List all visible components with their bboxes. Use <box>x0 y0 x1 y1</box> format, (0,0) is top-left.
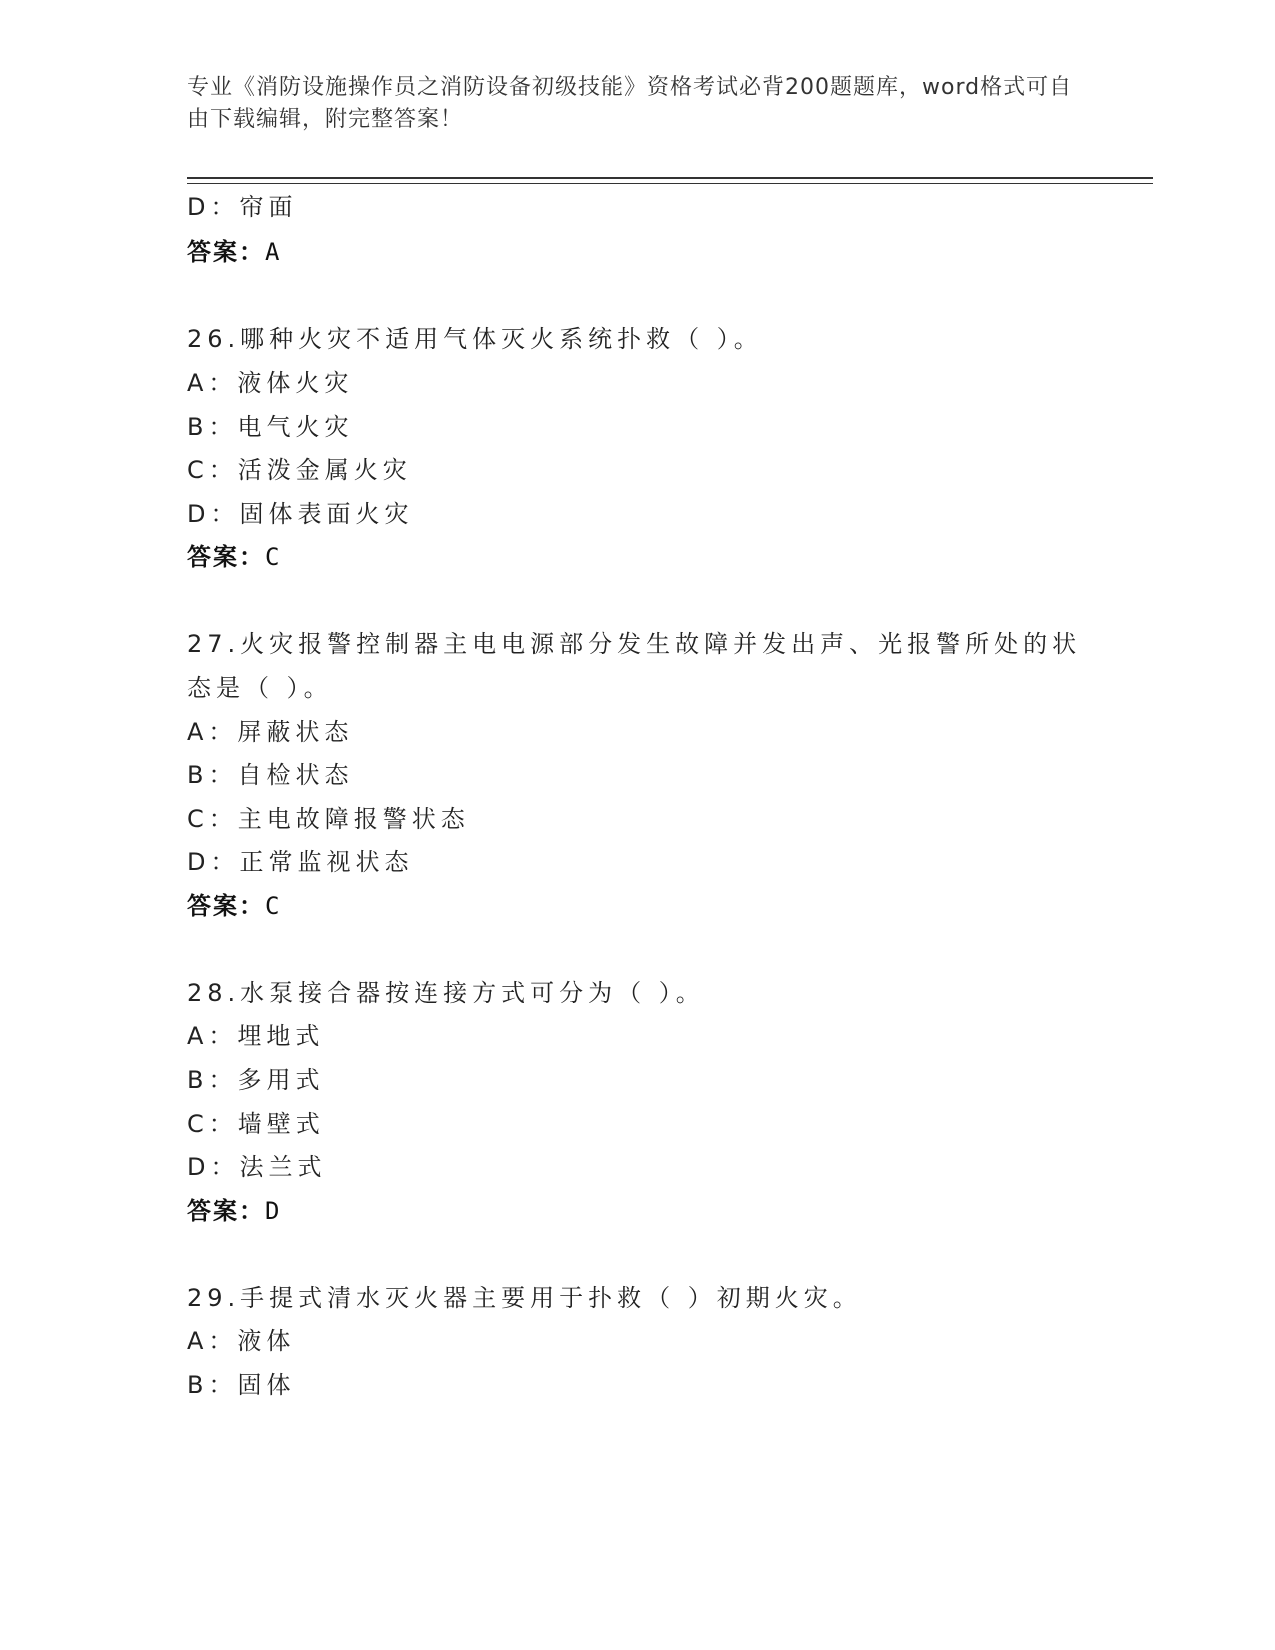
question-27-option-c: C：主电故障报警状态 <box>187 805 470 833</box>
question-29-option-a: A：液体 <box>187 1327 296 1355</box>
answer-label: 答案： <box>187 892 265 920</box>
question-29-stem: 29.手提式清水灭火器主要用于扑救（ ）初期火灾。 <box>187 1284 862 1312</box>
question-26-option-b: B：电气火灾 <box>187 413 354 441</box>
header-divider-bottom <box>187 183 1153 184</box>
question-26-option-a: A：液体火灾 <box>187 369 354 397</box>
prev-option-d: D：帘面 <box>187 193 298 221</box>
question-26-stem: 26.哪种火灾不适用气体灭火系统扑救（ ）。 <box>187 325 763 353</box>
prev-answer <box>187 236 281 268</box>
header-divider-top <box>187 177 1153 179</box>
question-28-option-a: A：埋地式 <box>187 1022 325 1050</box>
question-27-stem-line2: 态是（ ）。 <box>187 674 333 702</box>
answer-label: 答案： <box>187 1197 265 1225</box>
question-26-option-c: C：活泼金属火灾 <box>187 456 412 484</box>
question-28-option-d: D：法兰式 <box>187 1153 327 1181</box>
question-28-stem: 28.水泵接合器按连接方式可分为（ ）。 <box>187 979 705 1007</box>
document-header: 专业《消防设施操作员之消防设备初级技能》资格考试必背200题题库，word格式可自由下载编辑，附完整答案！ <box>187 75 1073 132</box>
question-27-answer <box>187 890 281 922</box>
answer-label: 答案： <box>187 543 265 571</box>
question-27-option-d: D：正常监视状态 <box>187 848 414 876</box>
question-27-stem-line1: 27.火灾报警控制器主电电源部分发生故障并发出声、光报警所处的状 <box>187 630 1082 658</box>
question-27-option-b: B：自检状态 <box>187 761 354 789</box>
question-29-option-b: B：固体 <box>187 1371 296 1399</box>
answer-label: 答案： <box>187 238 265 266</box>
question-27-option-a: A：屏蔽状态 <box>187 718 354 746</box>
answer-value: C <box>265 543 282 571</box>
question-26-answer <box>187 541 281 573</box>
question-28-answer <box>187 1195 281 1227</box>
answer-value: A <box>265 238 282 266</box>
question-28-option-b: B：多用式 <box>187 1066 325 1094</box>
question-26-option-d: D：固体表面火灾 <box>187 500 414 528</box>
answer-value: D <box>265 1197 282 1225</box>
question-28-option-c: C：墙壁式 <box>187 1110 325 1138</box>
answer-value: C <box>265 892 282 920</box>
